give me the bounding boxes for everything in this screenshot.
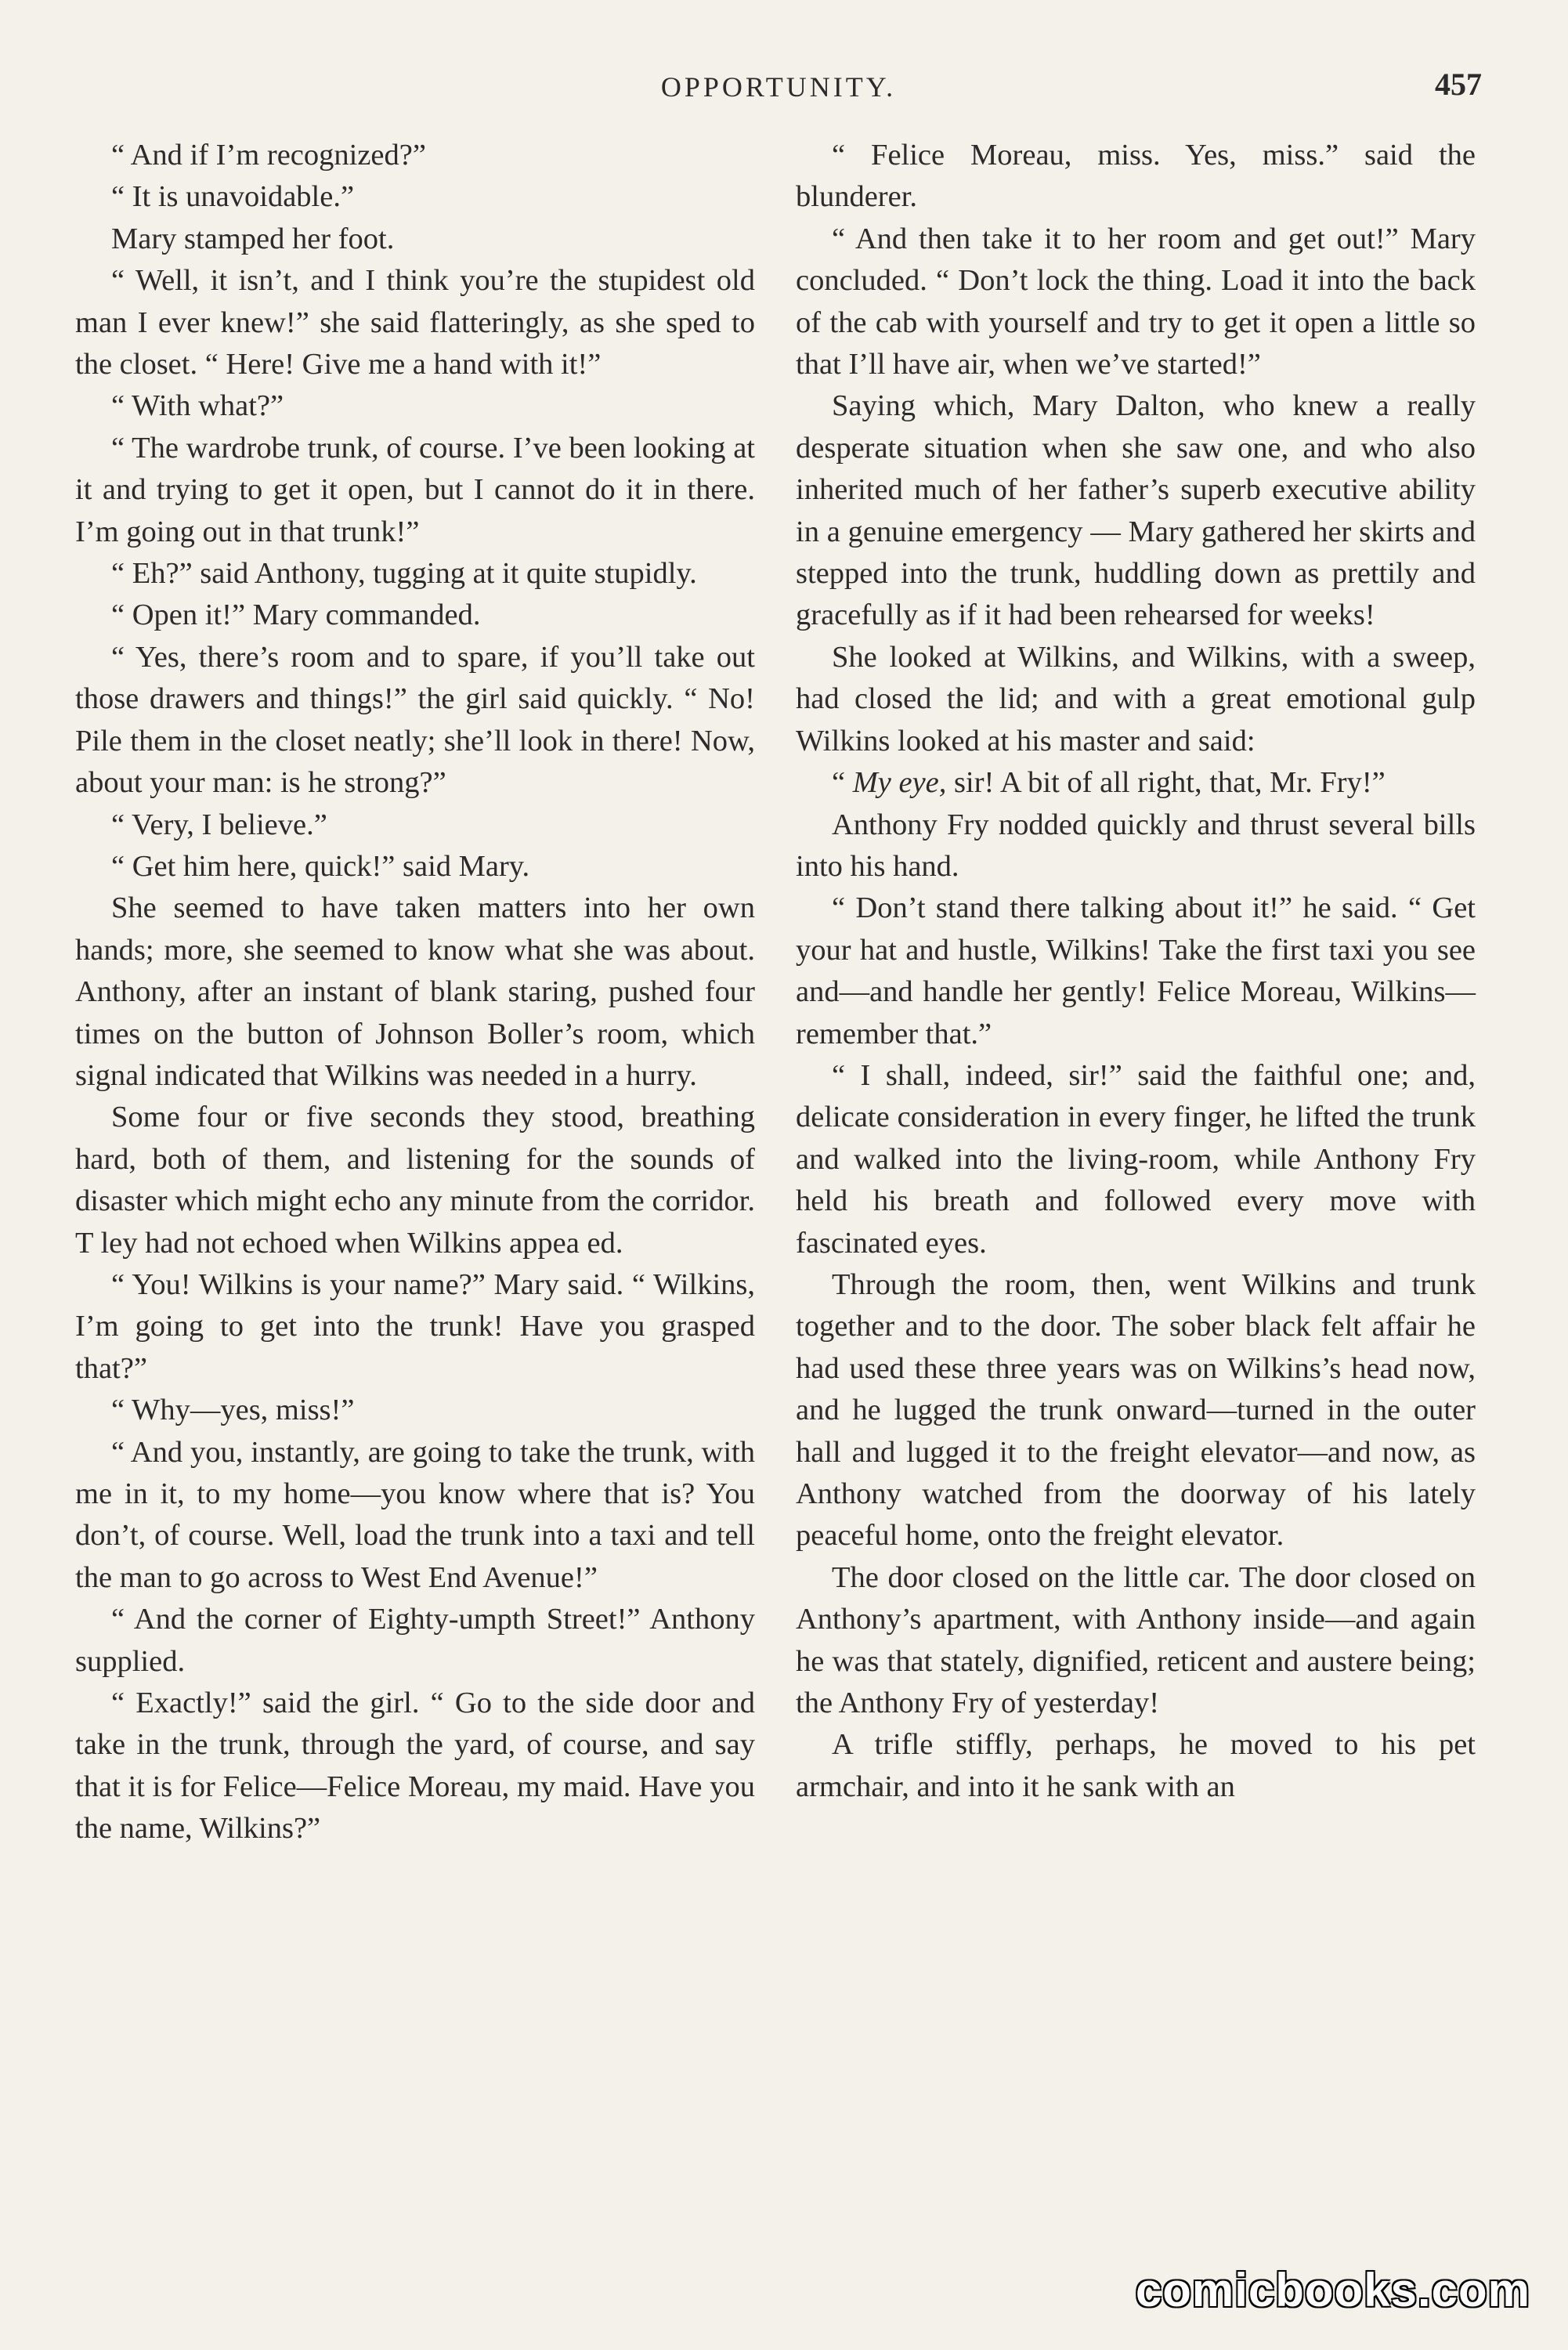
paragraph: “ And then take it to her room and get out!” Mary concluded. “ Don’t lock the thing. Load it into the back of the cab with yourself and try to get it open a little so that I’ll have air, when we’ve started!” (796, 222, 1476, 381)
page-number: 457 (1435, 67, 1482, 102)
paragraph: “ Well, it isn’t, and I think you’re the stupidest old man I ever knew!” she said flatteringly, as she sped to the closet. “ Here! Give me a hand with it!” (75, 264, 755, 381)
paragraph: “ It is unavoidable.” (111, 180, 355, 214)
paragraph: “ And if I’m recognized?” (111, 139, 426, 172)
paragraph: “ And the corner of Eighty-umpth Street!” Anthony supplied. (75, 1603, 755, 1678)
paragraph: Saying which, Mary Dalton, who knew a really desperate situation when she saw one, and who also inherited much of her father’s superb executive ability in a genuine emergency — Mary gathered her skirts and stepped into the trunk, huddling down as prettily and gracefully as if it had been rehearsed for weeks! (796, 389, 1476, 632)
paragraph: She seemed to have taken matters into her own hands; more, she seemed to know what she was about. Anthony, after an instant of blank staring, pushed four times on the button of Johnson Boller’s room, which signal indicated that Wilkins was needed in a hurry. (75, 891, 755, 1092)
paragraph: “ Why—yes, miss!” (111, 1394, 355, 1427)
watermark-logo: comicbooks.com (1135, 2264, 1530, 2316)
paragraph: “ Get him here, quick!” said Mary. (111, 849, 530, 883)
paragraph: She looked at Wilkins, and Wilkins, with a sweep, had closed the lid; and with a great emotional gulp Wilkins looked at his master and said: (796, 640, 1476, 757)
paragraph: “ Don’t stand there talking about it!” he said. “ Get your hat and hustle, Wilkins! Take the first taxi you see and—and handle her gently! Felice Moreau, Wilkins—remember that.” (796, 891, 1476, 1050)
right-column (796, 135, 1476, 1808)
paragraph: “ Yes, there’s room and to spare, if you’ll take out those drawers and things!” the girl said quickly. “ No! Pile them in the closet neatly; she’ll look in there! Now, about your man: is he strong?” (75, 640, 755, 800)
paragraph: “ Open it!” Mary commanded. (111, 598, 481, 632)
paragraph: Mary stamped her foot. (111, 222, 395, 255)
paragraph: “ Eh?” said Anthony, tugging at it quite stupidly. (111, 557, 697, 591)
paragraph: “ And you, instantly, are going to take the trunk, with me in it, to my home—you know where that is? You don’t, of course. Well, load the trunk into a taxi and tell the man to go across to West End Avenue!” (75, 1435, 755, 1594)
paragraph: “ Exactly!” said the girl. “ Go to the side door and take in the trunk, through the yard, of course, and say that it is for Felice—Felice Moreau, my maid. Have you the name, Wilkins?” (75, 1687, 755, 1846)
paragraph: “ I shall, indeed, sir!” said the faithful one; and, delicate consideration in every finger, he lifted the trunk and walked into the living-room, while Anthony Fry held his breath and followed every move with fascinated eyes. (796, 1058, 1476, 1260)
paragraph: “ You! Wilkins is your name?” Mary said. “ Wilkins, I’m going to get into the trunk! Have you grasped that?” (75, 1267, 755, 1385)
paragraph: A trifle stiffly, perhaps, he moved to his pet armchair, and into it he sank with an (796, 1728, 1476, 1803)
left-column (75, 135, 755, 1850)
paragraph: Some four or five seconds they stood, breathing hard, both of them, and listening for the sounds of disaster which might echo any minute from the corridor. T ley had not echoed when Wilkins appea ed. (75, 1101, 755, 1260)
paragraph: “ Very, I believe.” (111, 808, 327, 841)
paragraph: “ The wardrobe trunk, of course. I’ve been looking at it and trying to get it open, but I cannot do it in there. I’m going out in that trunk!” (75, 431, 755, 548)
paragraph: “ With what?” (111, 389, 284, 423)
paragraph-rest: sir! A bit of all right, that, Mr. Fry!” (946, 766, 1386, 800)
paragraph: Anthony Fry nodded quickly and thrust several bills into his hand. (796, 808, 1476, 883)
paragraph (796, 762, 1476, 804)
running-title: OPPORTUNITY. (660, 71, 897, 103)
paragraph: The door closed on the little car. The door closed on Anthony’s apartment, with Anthony inside—and again he was that stately, dignified, reticent and austere being; the Anthony Fry of yesterday! (796, 1560, 1476, 1720)
paragraph: Through the room, then, went Wilkins and trunk together and to the door. The sober black felt affair he had used these three years was on Wilkins’s head now, and he lugged the trunk onward—turned in the outer hall and lugged it to the freight elevator—and now, as Anthony watched from the doorway of his lately peaceful home, onto the freight elevator. (796, 1267, 1476, 1553)
running-head (75, 66, 1482, 113)
paragraph: “ Felice Moreau, miss. Yes, miss.” said the blunderer. (796, 139, 1476, 214)
italic-phrase: My eye, (852, 766, 947, 800)
quote-open: “ (832, 766, 853, 800)
